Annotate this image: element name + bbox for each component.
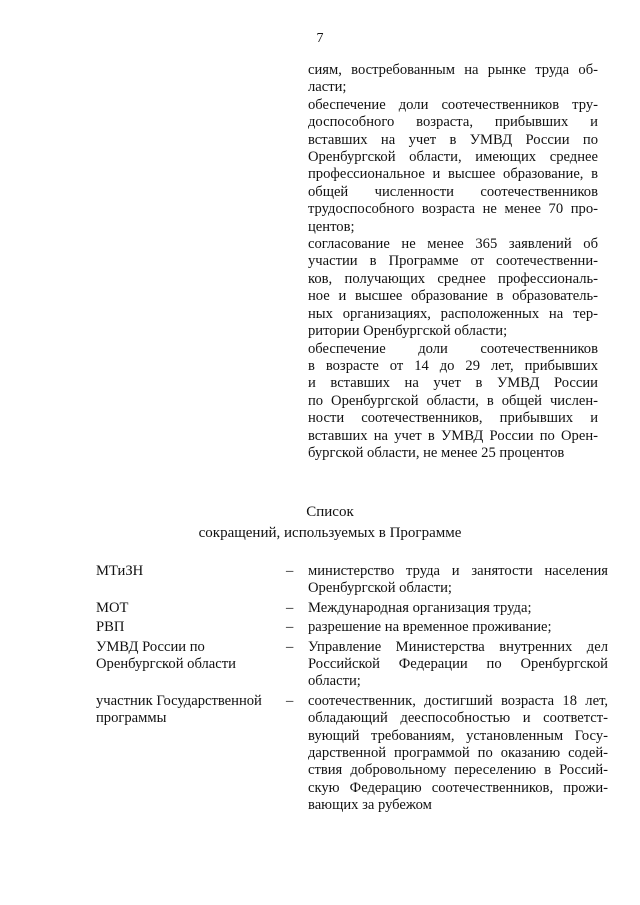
abbreviation-definition [308, 600, 608, 617]
abbreviation-row [96, 563, 608, 598]
term-line: МТиЗН [96, 563, 144, 579]
definition-line: Международная организация труда; [308, 599, 532, 616]
definition-line: Российской Федерации по Оренбургской [308, 656, 608, 673]
abbreviation-dash: – [286, 563, 294, 579]
abbreviation-term [96, 639, 286, 691]
definition-line: ствия добровольному переселению в Россий- [308, 762, 608, 779]
abbreviation-term [96, 563, 286, 598]
definition-line: области; [308, 673, 361, 690]
abbreviation-row [96, 619, 608, 636]
abbreviation-row [96, 600, 608, 617]
text-line: Оренбургской области, имеющих среднее [308, 149, 598, 166]
text-line: участии в Программе от соотечественни- [308, 253, 598, 270]
text-line: центов; [308, 218, 355, 235]
text-line: вставших на учет в УМВД России по [308, 131, 598, 148]
definition-line: разрешение на временное проживание; [308, 619, 552, 636]
page-number: 7 [316, 31, 324, 46]
abbreviation-dash: – [286, 638, 294, 655]
abbreviations-table [96, 563, 608, 817]
abbreviation-row [96, 693, 608, 815]
goal-paragraph [308, 341, 598, 463]
text-line: по Оренбургской области, в общей числен- [308, 392, 598, 409]
text-line: трудоспособного возраста не менее 70 про- [308, 201, 598, 218]
term-line: УМВД России по [96, 638, 205, 655]
abbreviation-term [96, 693, 286, 815]
term-line: участник Государственной [96, 692, 262, 709]
text-line: ков, получающих среднее профессиональ- [308, 270, 598, 287]
definition-line: вающих за рубежом [308, 797, 432, 814]
text-line: доспособного возраста, прибывших и [308, 114, 598, 131]
abbreviation-definition [308, 693, 608, 815]
definition-line: соотечественник, достигший возраста 18 лет, [308, 692, 608, 709]
term-line: РВП [96, 619, 125, 636]
text-line: ритории Оренбургской области; [308, 323, 508, 340]
goal-paragraph [308, 97, 598, 236]
definition-line: дарственной программой по оказанию содей- [308, 745, 608, 762]
text-line: ласти; [308, 79, 347, 96]
text-line: обеспечение доли соотечественников [308, 340, 598, 357]
text-line: ности соотечественников, прибывших и [308, 410, 598, 427]
abbreviation-definition [308, 619, 608, 636]
abbreviations-list-subtitle: сокращений, используемых в Программе [198, 525, 462, 541]
text-line: вставших на учет в УМВД России по Орен- [308, 427, 598, 444]
goal-paragraph [308, 62, 598, 97]
term-line: программы [96, 710, 167, 727]
abbreviation-row [96, 639, 608, 691]
text-line: ное и высшее образование в образователь- [308, 288, 598, 305]
text-line: сиям, востребованным на рынке труда об- [308, 62, 598, 78]
abbreviation-dash: – [286, 599, 294, 616]
term-line: МОТ [96, 599, 129, 616]
goals-text-column [308, 62, 598, 462]
text-line: обеспечение доли соотечественников тру- [308, 96, 598, 113]
definition-line: Управление Министерства внутренних дел [308, 638, 608, 655]
text-line: профессиональное и высшее образование, в [308, 166, 598, 183]
abbreviations-list-title: Список [306, 504, 354, 520]
definition-line: вующий требованиям, установленным Госу- [308, 727, 608, 744]
text-line: согласование не менее 365 заявлений об [308, 236, 598, 253]
abbreviation-dash: – [286, 692, 294, 709]
abbreviation-definition [308, 639, 608, 691]
text-line: общей численности соотечественников [308, 183, 598, 200]
text-line: в возрасте от 14 до 29 лет, прибывших [308, 357, 598, 374]
definition-line: министерство труда и занятости населения [308, 563, 608, 579]
abbreviation-term [96, 619, 286, 636]
definition-line: Оренбургской области; [308, 580, 452, 597]
text-line: ных организациях, расположенных на тер- [308, 305, 598, 322]
definition-line: скую Федерацию соотечественников, прожи- [308, 779, 608, 796]
goal-paragraph [308, 236, 598, 340]
term-line: Оренбургской области [96, 656, 236, 673]
definition-line: обладающий дееспособностью и соответст- [308, 710, 608, 727]
text-line: бургской области, не менее 25 процентов [308, 444, 565, 461]
abbreviation-definition [308, 563, 608, 598]
abbreviation-dash: – [286, 619, 294, 636]
text-line: и вставших на учет в УМВД России [308, 375, 598, 392]
abbreviation-term [96, 600, 286, 617]
